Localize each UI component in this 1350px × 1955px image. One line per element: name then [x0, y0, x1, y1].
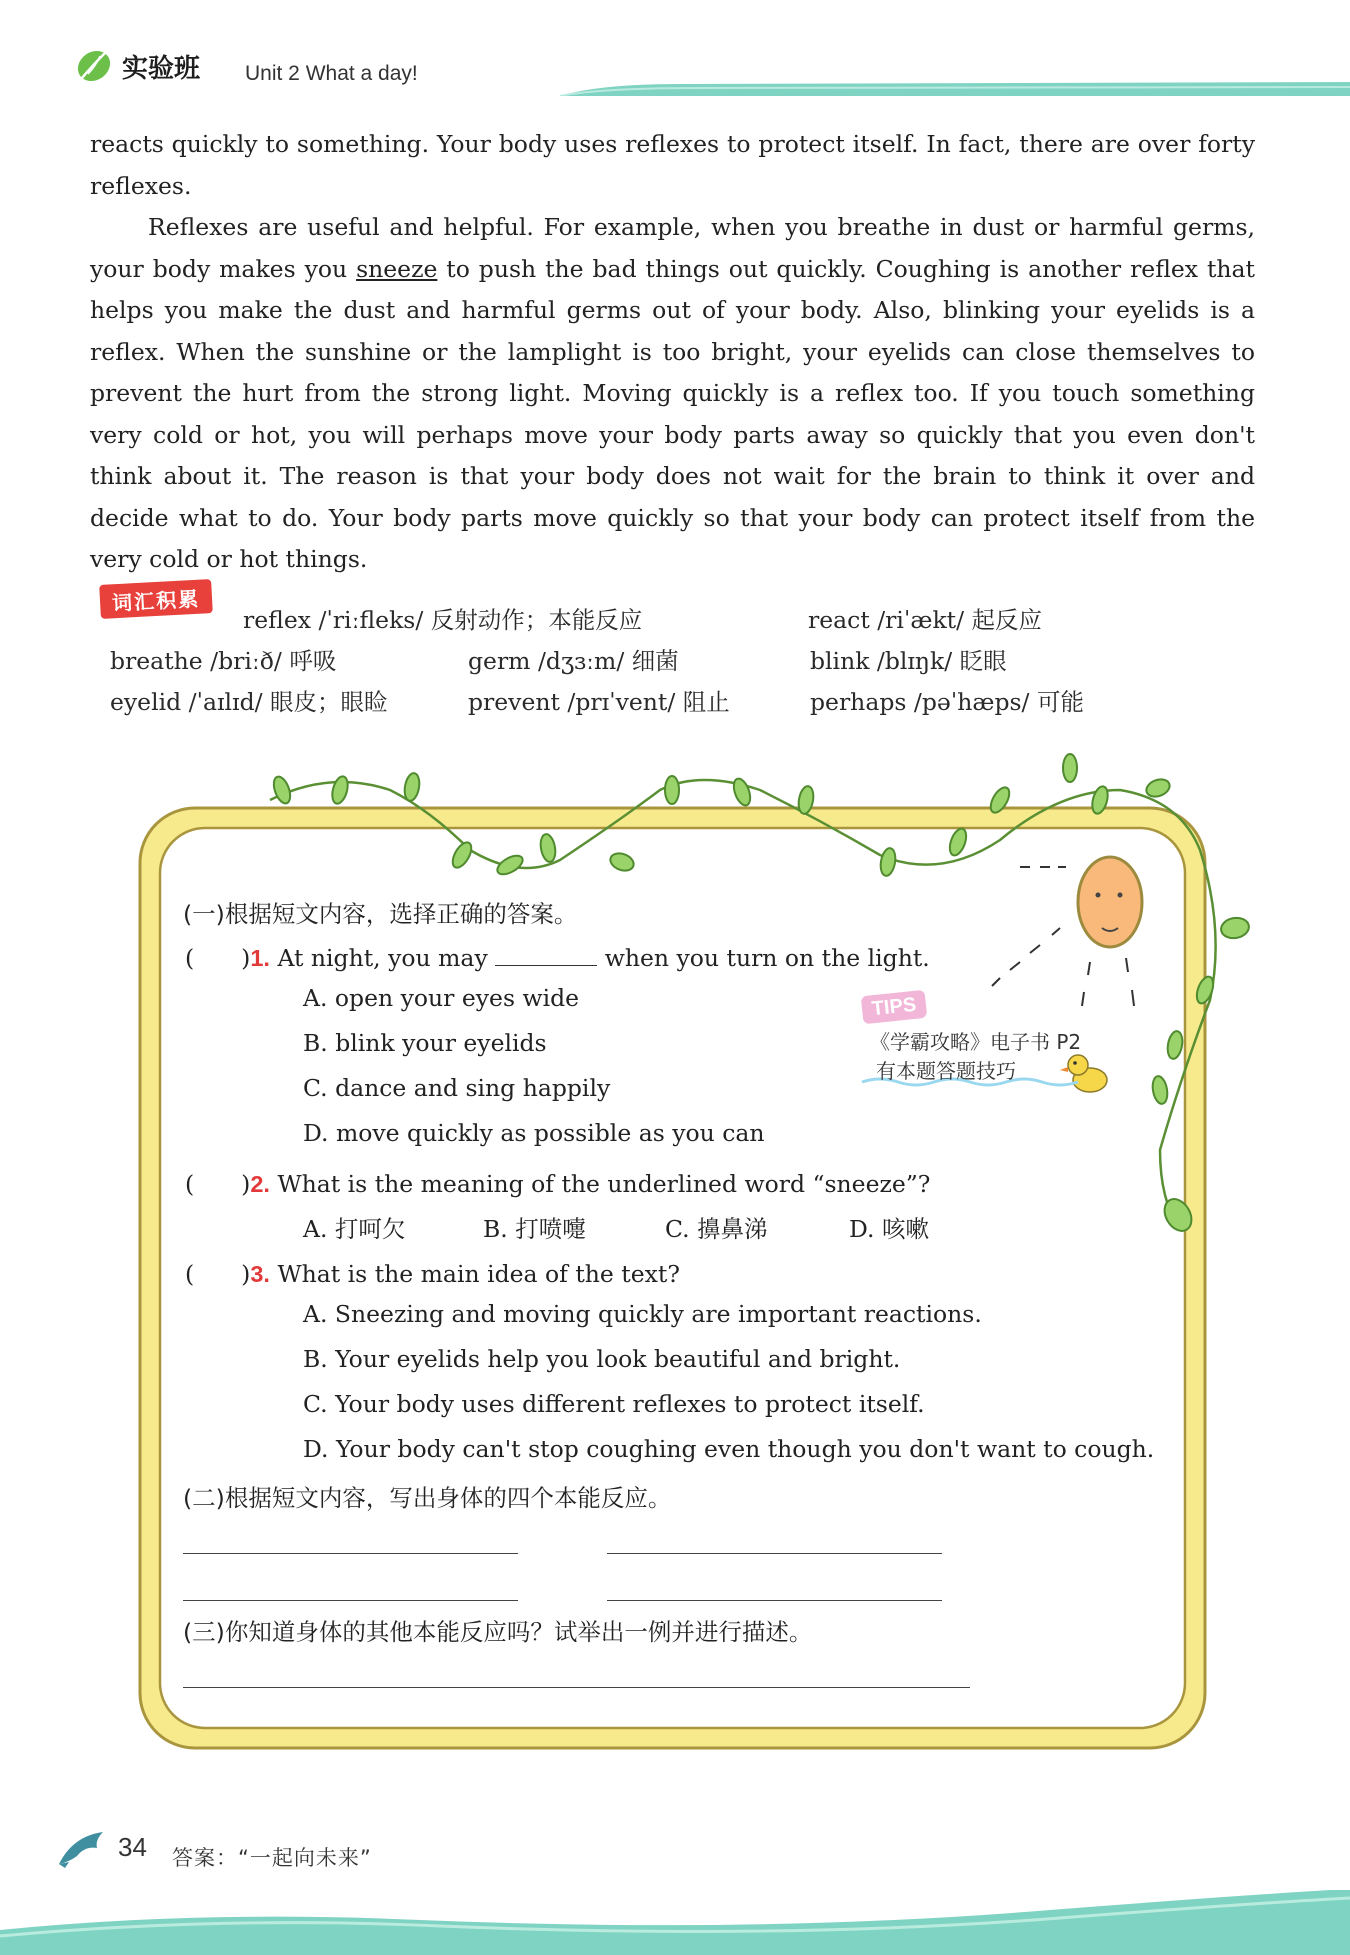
answer-paren[interactable]: ( ) — [185, 1170, 251, 1198]
question-number: 2. — [250, 1171, 270, 1197]
passage-text: to push the bad things out quickly. Coughing is another reflex that helps you make the dust and harmful germs out of your body. Also, blinking your eyelids is a reflex. When the sunshine or the lamplight is too bright, your eyelids can close themselves to prevent the hurt from the strong light. Moving quickly is a reflex too. If you touch something very cold or hot, you will perhaps move your body parts away so quickly that you even don't think about it. The reason is that your body does not wait for the brain to think it over and decide what to do. Your body parts move quickly so that your body can protect itself from the very cold or hot things. — [90, 254, 1256, 573]
dolphin-icon — [55, 1828, 110, 1870]
passage-text: Reflexes are useful and helpful. For example, when you breathe in dust or harmful germs, your body makes you — [90, 213, 1255, 283]
vocab-item: germ /dʒɜːm/ 细菌 — [468, 647, 679, 675]
answer-paren[interactable]: ( ) — [185, 1260, 251, 1288]
fill-blank[interactable] — [495, 945, 597, 966]
question-text: when you turn on the light. — [604, 944, 930, 972]
answer-key: 答案：“一起向未来” — [172, 1846, 372, 1870]
option: C. dance and sing happily — [303, 1074, 611, 1102]
answer-line[interactable] — [183, 1685, 970, 1688]
header-accent-bar — [560, 82, 1350, 96]
vocab-item: eyelid /ˈaɪlɪd/ 眼皮；眼睑 — [110, 688, 388, 716]
answer-line[interactable] — [183, 1551, 518, 1554]
question-number: 3. — [250, 1261, 270, 1287]
answer-line[interactable] — [183, 1598, 518, 1601]
reading-passage — [90, 124, 1255, 581]
question-text: What is the main idea of the text? — [277, 1260, 680, 1288]
unit-title: Unit 2 What a day! — [245, 62, 418, 85]
tips-badge: TIPS — [861, 990, 928, 1025]
page-header — [70, 40, 1310, 100]
option: D. Your body can't stop coughing even though you don't want to cough. — [303, 1435, 1155, 1463]
vocab-item: reflex /ˈriːfleks/ 反射动作；本能反应 — [243, 606, 643, 634]
vocab-item: prevent /prɪˈvent/ 阻止 — [468, 688, 730, 716]
question-number: 1. — [250, 945, 270, 971]
footer-wave — [0, 1870, 1350, 1955]
option: B. blink your eyelids — [303, 1029, 547, 1057]
question-text: At night, you may — [277, 944, 488, 972]
exercise-content — [183, 885, 1203, 1685]
question-text: What is the meaning of the underlined word “sneeze”? — [277, 1170, 931, 1198]
vocab-item: blink /blɪŋk/ 眨眼 — [810, 647, 1007, 675]
answer-line[interactable] — [607, 1551, 942, 1554]
answer-line[interactable] — [607, 1598, 942, 1601]
tips-line-1: 《学霸攻略》电子书 P2 — [870, 1030, 1082, 1054]
answer-paren[interactable]: ( ) — [185, 944, 251, 972]
part1-title: (一)根据短文内容，选择正确的答案。 — [183, 900, 578, 928]
option: B. 打喷嚏 — [483, 1215, 586, 1243]
leaf-logo-icon — [74, 44, 114, 84]
tips-line-2: 有本题答题技巧 — [876, 1059, 1016, 1083]
option: C. 擤鼻涕 — [665, 1215, 768, 1243]
option: D. move quickly as possible as you can — [303, 1119, 765, 1147]
question-3 — [185, 1255, 680, 1289]
part3-title: (三)你知道身体的其他本能反应吗？试举出一例并进行描述。 — [183, 1618, 813, 1646]
vocab-item: react /riˈækt/ 起反应 — [808, 606, 1043, 634]
passage-paragraph-2 — [90, 207, 1255, 581]
question-2 — [185, 1165, 930, 1199]
passage-line-0: reacts quickly to something. Your body uses reflexes to protect itself. In fact, there are over forty reflexes. — [90, 130, 1255, 200]
brand-title: 实验班 — [122, 54, 201, 84]
option: A. 打呵欠 — [303, 1215, 406, 1243]
question-1 — [185, 939, 930, 973]
option: A. Sneezing and moving quickly are important reactions. — [303, 1300, 982, 1328]
vocab-badge: 词汇积累 — [99, 579, 213, 619]
option: A. open your eyes wide — [303, 984, 580, 1012]
option: C. Your body uses different reflexes to protect itself. — [303, 1390, 925, 1418]
option: B. Your eyelids help you look beautiful and bright. — [303, 1345, 901, 1373]
vocab-item: breathe /briːð/ 呼吸 — [110, 647, 337, 675]
part2-title: (二)根据短文内容，写出身体的四个本能反应。 — [183, 1484, 672, 1512]
option: D. 咳嗽 — [849, 1215, 929, 1243]
vocab-item: perhaps /pəˈhæps/ 可能 — [810, 688, 1084, 716]
page-number: 34 — [118, 1832, 147, 1862]
underlined-word-sneeze: sneeze — [356, 254, 438, 283]
